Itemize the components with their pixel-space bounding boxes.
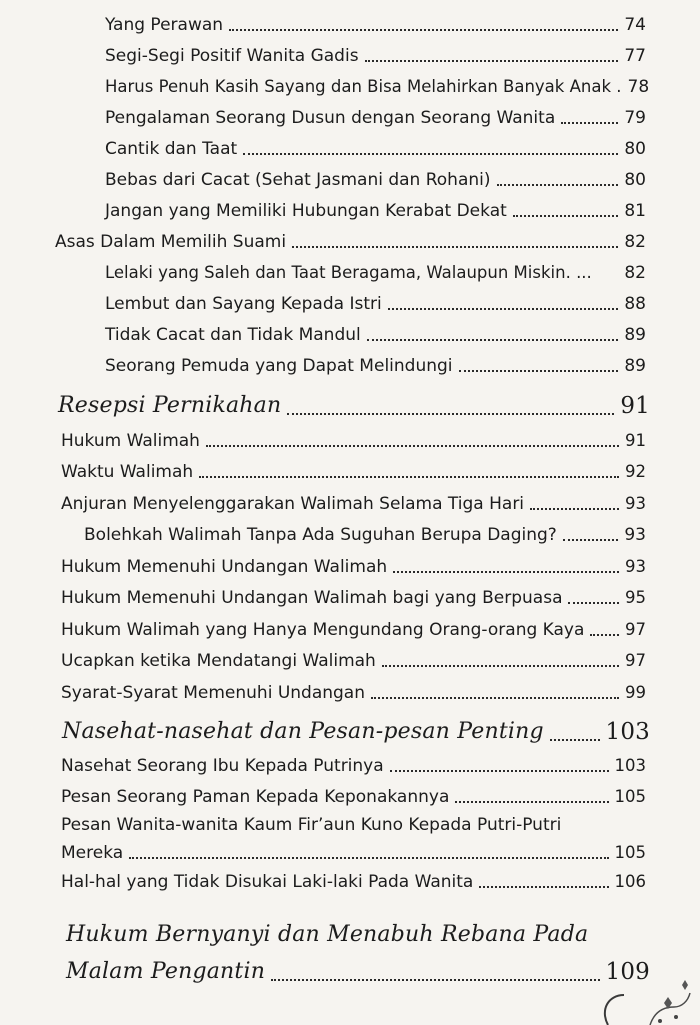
dot-leader bbox=[371, 696, 619, 699]
dot-leader bbox=[287, 412, 614, 415]
toc-entry-title: Jangan yang Memiliki Hubungan Kerabat Dekat bbox=[105, 201, 507, 221]
toc-entry-title-line1: Pesan Wanita-wanita Kaum Fir’aun Kuno Kepada Putri-Putri bbox=[61, 815, 562, 835]
dot-leader bbox=[530, 507, 619, 510]
toc-entry-page: 105 bbox=[614, 787, 646, 806]
dot-leader bbox=[393, 570, 619, 573]
toc-entry-page: 77 bbox=[624, 46, 646, 66]
toc-entry bbox=[0, 682, 700, 704]
toc-entry bbox=[0, 14, 700, 36]
toc-entry-title: Hukum Memenuhi Undangan Walimah bagi yang Berpuasa bbox=[61, 588, 563, 608]
toc-entry-page: 103 bbox=[614, 756, 646, 775]
toc-chapter-title: Nasehat-nasehat dan Pesan-pesan Penting bbox=[62, 719, 544, 744]
dot-leader bbox=[513, 214, 619, 217]
toc-entry bbox=[0, 587, 700, 609]
toc-entry-page: 78 bbox=[627, 77, 650, 97]
toc-entry-title: Anjuran Menyelenggarakan Walimah Selama Tiga Hari bbox=[61, 494, 525, 514]
toc-entry-page: 99 bbox=[625, 683, 646, 702]
toc-entry-page: 97 bbox=[625, 651, 646, 670]
toc-entry bbox=[0, 430, 700, 452]
toc-entry-page: 95 bbox=[625, 588, 646, 607]
toc-chapter-title: Resepsi Pernikahan bbox=[58, 393, 282, 418]
toc-entry-title: Hukum Walimah bbox=[61, 431, 200, 451]
toc-entry-page: 79 bbox=[624, 108, 646, 128]
toc-chapter bbox=[0, 392, 700, 420]
toc-entry bbox=[0, 262, 700, 284]
toc-chapter-title-line1: Hukum Bernyanyi dan Menabuh Rebana Pada bbox=[66, 922, 589, 947]
dot-leader bbox=[271, 978, 599, 981]
toc-entry-title: Tidak Cacat dan Tidak Mandul bbox=[105, 325, 361, 345]
toc-entry bbox=[0, 138, 700, 160]
toc-entry-title: Asas Dalam Memilih Suami bbox=[55, 232, 287, 252]
toc-entry-page: 93 bbox=[625, 494, 646, 513]
toc-entry-title: Nasehat Seorang Ibu Kepada Putrinya bbox=[61, 756, 384, 776]
toc-entry bbox=[0, 619, 700, 641]
toc-entry-title: Hal-hal yang Tidak Disukai Laki-laki Pada Wanita bbox=[61, 872, 474, 892]
dot-leader bbox=[129, 856, 608, 859]
toc-entry bbox=[0, 355, 700, 377]
toc-entry-page: 80 bbox=[624, 139, 646, 159]
toc-entry-page: 92 bbox=[625, 462, 646, 481]
toc-entry bbox=[0, 107, 700, 129]
toc-entry bbox=[0, 293, 700, 315]
toc-entry-title: Ucapkan ketika Mendatangi Walimah bbox=[61, 651, 376, 671]
toc-entry-page: 105 bbox=[614, 843, 646, 862]
toc-chapter-page: 103 bbox=[605, 719, 650, 745]
toc-entry-title: Mereka bbox=[61, 843, 124, 863]
toc-entry-page: 106 bbox=[614, 872, 646, 891]
toc-entry-title: Harus Penuh Kasih Sayang dan Bisa Melahirkan Banyak Anak . bbox=[105, 77, 622, 96]
toc-entry bbox=[0, 871, 700, 893]
toc-entry-page: 74 bbox=[624, 15, 646, 35]
toc-entry bbox=[0, 556, 700, 578]
toc-entry bbox=[0, 493, 700, 515]
dot-leader bbox=[199, 475, 619, 478]
toc-chapter-page: 109 bbox=[605, 959, 650, 985]
toc-entry-title: Segi-Segi Positif Wanita Gadis bbox=[105, 46, 359, 66]
toc-entry-title: Waktu Walimah bbox=[61, 462, 194, 482]
toc-chapter-title: Malam Pengantin bbox=[66, 959, 266, 984]
dot-leader bbox=[497, 183, 619, 186]
dot-leader bbox=[292, 245, 618, 248]
dot-leader bbox=[243, 152, 618, 155]
toc-entry-title: Seorang Pemuda yang Dapat Melindungi bbox=[105, 356, 453, 376]
dot-leader bbox=[455, 800, 608, 803]
toc-entry-title: Hukum Memenuhi Undangan Walimah bbox=[61, 557, 388, 577]
toc-entry-title: Yang Perawan bbox=[105, 15, 224, 35]
toc-entry-page: 89 bbox=[624, 325, 646, 345]
toc-entry-page: 93 bbox=[624, 525, 646, 545]
dot-leader bbox=[459, 369, 619, 372]
toc-entry bbox=[0, 524, 700, 546]
dot-leader bbox=[590, 633, 619, 636]
toc-chapter bbox=[0, 718, 700, 746]
toc-entry bbox=[0, 324, 700, 346]
dot-leader bbox=[367, 338, 619, 341]
dot-leader bbox=[365, 59, 619, 62]
toc-entry bbox=[0, 231, 700, 253]
toc-entry-title: Bolehkah Walimah Tanpa Ada Suguhan Berupa Daging? bbox=[84, 525, 557, 545]
toc-entry-page: 80 bbox=[624, 170, 646, 190]
dot-leader bbox=[568, 601, 619, 604]
toc-entry-title: Pengalaman Seorang Dusun dengan Seorang Wanita bbox=[105, 108, 556, 128]
dot-leader bbox=[550, 738, 600, 741]
dot-leader bbox=[382, 664, 619, 667]
corner-ornament bbox=[590, 955, 700, 1025]
toc-entry-title: Hukum Walimah yang Hanya Mengundang Orang-orang Kaya bbox=[61, 620, 585, 640]
toc-entry-title: Bebas dari Cacat (Sehat Jasmani dan Rohani) bbox=[105, 170, 491, 190]
dot-leader bbox=[561, 121, 618, 124]
toc-entry-page: 97 bbox=[625, 620, 646, 639]
dot-leader bbox=[390, 769, 609, 772]
toc-chapter-page: 91 bbox=[620, 393, 650, 419]
toc-entry-title: Lembut dan Sayang Kepada Istri bbox=[105, 294, 382, 314]
toc-entry-title: Lelaki yang Saleh dan Taat Beragama, Walaupun Miskin. ... bbox=[105, 263, 592, 282]
dot-leader bbox=[479, 885, 608, 888]
toc-entry-title: Pesan Seorang Paman Kepada Keponakannya bbox=[61, 787, 450, 807]
toc-entry bbox=[0, 76, 700, 98]
toc-entry-page: 91 bbox=[625, 431, 646, 450]
toc-entry-page: 89 bbox=[624, 356, 646, 376]
dot-leader bbox=[229, 28, 618, 31]
toc-entry-page: 93 bbox=[625, 557, 646, 576]
toc-entry bbox=[0, 200, 700, 222]
toc-entry bbox=[0, 169, 700, 191]
toc-entry bbox=[0, 650, 700, 672]
dot-leader bbox=[206, 444, 619, 447]
toc-entry-page: 81 bbox=[624, 201, 646, 221]
toc-entry-page: 82 bbox=[624, 263, 646, 283]
dot-leader bbox=[388, 307, 619, 310]
toc-entry bbox=[0, 842, 700, 864]
toc-entry-page: 88 bbox=[624, 294, 646, 314]
toc-entry-page: 82 bbox=[624, 232, 646, 252]
toc-entry bbox=[0, 45, 700, 67]
dot-leader bbox=[563, 538, 619, 541]
toc-entry bbox=[0, 786, 700, 808]
toc-entry-title: Syarat-Syarat Memenuhi Undangan bbox=[61, 683, 365, 703]
toc-entry bbox=[0, 755, 700, 777]
toc-entry bbox=[0, 461, 700, 483]
toc-entry-title: Cantik dan Taat bbox=[105, 139, 238, 159]
